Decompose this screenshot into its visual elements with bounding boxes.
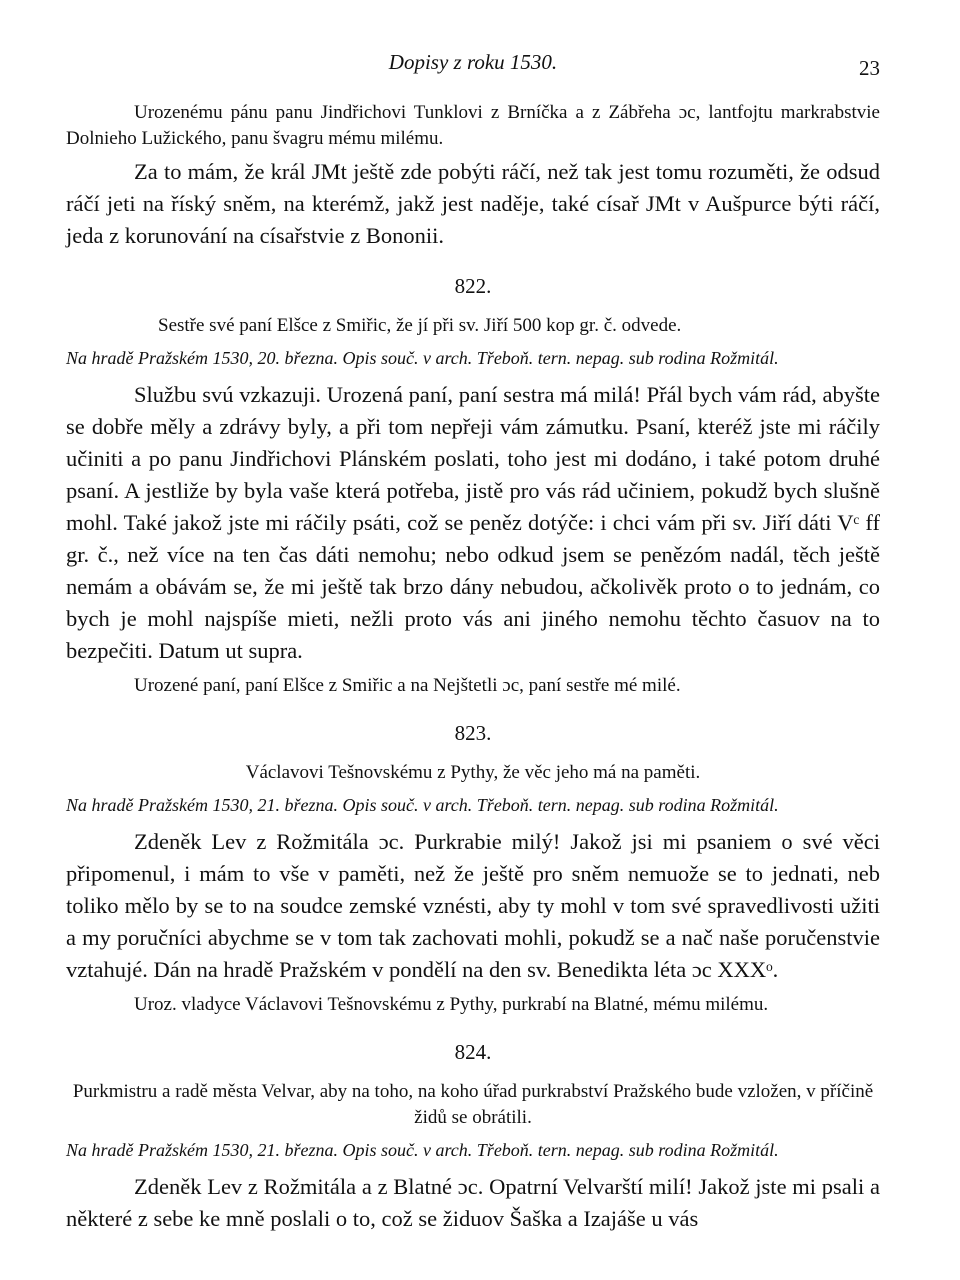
letter-title: Purkmistru a radě města Velvar, aby na toho, na koho úřad purkrabství Pražského bude vzložen, v příčině židů se obrátili.	[72, 1081, 874, 1128]
letter-source: Na hradě Pražském 1530, 21. března. Opis souč. v arch. Třeboň. tern. nepag. sub rodina Rožmitál.	[66, 1140, 779, 1160]
letter-824	[66, 1040, 880, 1235]
letter-source: Na hradě Pražském 1530, 21. března. Opis souč. v arch. Třeboň. tern. nepag. sub rodina Rožmitál.	[66, 795, 779, 815]
letter-address: Uroz. vladyce Václavovi Tešnovskému z Pythy, purkrabí na Blatné, mému milému.	[134, 994, 769, 1015]
page-header	[66, 50, 880, 86]
letter-823	[66, 721, 880, 1018]
page-content	[66, 100, 880, 1235]
letter-address: Urozené paní, paní Elšce z Smiřic a na Nejštetli ɔc, paní sestře mé milé.	[134, 675, 681, 696]
letter-body: Zdeněk Lev z Rožmitála a z Blatné ɔc. Opatrní Velvarští milí! Jakož jste mi psali a některé z sebe ke mně poslali o to, což se židuov Šaška a Izajáše u vás	[66, 1174, 880, 1231]
intro-address: Urozenému pánu panu Jindřichovi Tunklovi z Brníčka a z Zábřeha ɔc, lantfojtu markrabstvie Dolnieho Lužického, panu švagru mému milému.	[66, 102, 880, 149]
letter-title: Sestře své paní Elšce z Smiřic, že jí při sv. Jiří 500 kop gr. č. odvede.	[158, 315, 682, 336]
letter-number: 822.	[454, 274, 492, 298]
page-number: 23	[859, 56, 880, 80]
letter-title: Václavovi Tešnovskému z Pythy, že věc jeho má na paměti.	[245, 762, 701, 783]
letter-number: 823.	[454, 721, 492, 745]
letter-number: 824.	[454, 1040, 492, 1064]
letter-body: Službu svú vzkazuji. Urozená paní, paní sestra má milá! Přál bych vám rád, abyšte se dobře měly a zdrávy byly, a při tom nepřeji vám zámutku. Psaní, kteréž jste mi ráčily učiniti a po panu Jindřichovi Plánském poslati, toho jest mi dodáno, i také potom druhé psaní. A jestliže by byla vaše která potřeba, jistě pro vás rád učiniem, pokudž bych slušně mohl. Také jakož jste mi ráčily psáti, což se peněz dotýče: i chci vám při sv. Jiří dáti Vᶜ ff gr. č., než více na ten čas dáti nemohu; nebo odkud jsem se penězóm nadál, těch ještě nemám a obávám se, že mi ještě tak brzo dány nebudou, ačkolivěk proto o to jednám, co bych je mohl najspíše mieti, nežli proto vás ani jiného nemohu těchto časuov na to bezpečiti. Datum ut supra.	[66, 382, 880, 663]
intro-postscript: Za to mám, že král JMt ještě zde pobýti ráčí, než tak jest tomu rozuměti, že odsud ráčí jeti na říský sněm, na kterémž, jakž jest naděje, také císař JMt v Aušpurce býti ráčí, jeda z korunování na císařstvie z Bononii.	[66, 159, 880, 248]
letter-source: Na hradě Pražském 1530, 20. března. Opis souč. v arch. Třeboň. tern. nepag. sub rodina Rožmitál.	[66, 348, 779, 368]
letter-822	[66, 274, 880, 699]
letter-body: Zdeněk Lev z Rožmitála ɔc. Purkrabie milý! Jakož jsi mi psaniem o své věci připomenul, i mám to vše v paměti, než že ještě pro sněm nemuože se to jednati, neb toliko mělo by se to na soudce zemské vznésti, aby ty mohl v tom své spravedlivosti užiti a my poručníci abychme se v tom tak zachovati mohli, pokudž se a nač naše poručenstvie vztahujé. Dán na hradě Pražském v pondělí na den sv. Benedikta léta ɔc XXXᵒ.	[66, 829, 880, 982]
running-head: Dopisy z roku 1530.	[388, 50, 558, 74]
